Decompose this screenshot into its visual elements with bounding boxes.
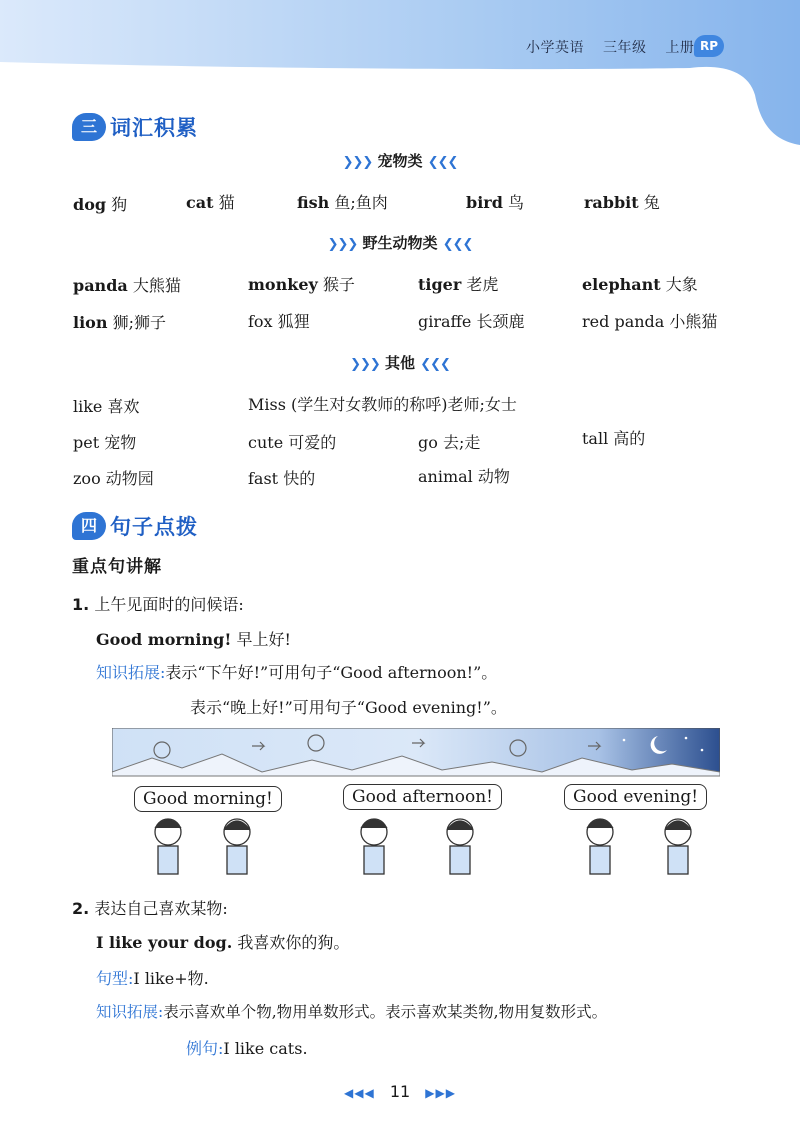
vocab-item: like 喜欢 [73, 397, 140, 416]
publisher-badge: RP [694, 35, 724, 57]
vocab-item: tiger 老虎 [418, 275, 499, 294]
vocab-item: tall 高的 [582, 429, 646, 448]
section-number-icon: 四 [72, 512, 106, 540]
vocab-item: giraffe 长颈鹿 [418, 312, 525, 331]
header-subject: 小学英语 [526, 40, 584, 56]
point-2-heading: 2. 表达自己喜欢某物: [72, 899, 228, 918]
arrow-right-icon: ❯❯❯ [350, 357, 380, 372]
group-heading-other: ❯❯❯ 其他 ❮❮❮ [350, 354, 450, 372]
speech-bubble: Good afternoon! [343, 784, 502, 810]
header-volume: 上册 [665, 40, 695, 56]
vocab-item: fast 快的 [248, 469, 316, 488]
vocab-item: animal 动物 [418, 467, 510, 486]
group-heading-pets: ❯❯❯ 宠物类 ❮❮❮ [342, 152, 458, 170]
arrow-right-icon: ❯❯❯ [342, 155, 373, 170]
vocab-item: cat 猫 [186, 193, 235, 212]
vocab-item: dog 狗 [73, 195, 128, 214]
key-sentence-subtitle: 重点句讲解 [72, 557, 162, 577]
point-2-extension: 知识拓展:表示喜欢单个物,物用单数形式。表示喜欢某类物,物用复数形式。 [96, 1003, 608, 1021]
arrow-right-icon: ❯❯❯ [327, 237, 358, 252]
arrow-left-icon: ❮❮❮ [442, 237, 473, 252]
vocab-section-heading [72, 110, 198, 144]
speech-bubble: Good evening! [564, 784, 707, 810]
vocab-item: rabbit 兔 [584, 193, 660, 212]
point-1-heading: 1. 上午见面时的问候语: [72, 595, 244, 614]
section-title: 句子点拨 [110, 515, 198, 539]
vocab-item: panda 大熊猫 [73, 276, 181, 295]
point-1-example: Good morning! 早上好! [96, 630, 291, 649]
sentence-section-heading [72, 509, 198, 543]
header-grade: 三年级 [602, 40, 647, 56]
header-info [526, 37, 708, 57]
vocab-item: red panda 小熊猫 [582, 312, 718, 331]
arrow-left-icon: ❮❮❮ [420, 357, 450, 372]
arrow-right-icon: ▶▶▶ [425, 1086, 456, 1100]
vocab-item: Miss (学生对女教师的称呼)老师;女士 [248, 395, 517, 414]
vocab-item: pet 宠物 [73, 433, 137, 452]
page-number: ◀◀◀ 11 ▶▶▶ [344, 1082, 456, 1101]
vocab-item: elephant 大象 [582, 275, 698, 294]
vocab-item: monkey 猴子 [248, 275, 355, 294]
point-2-example: I like your dog. 我喜欢你的狗。 [96, 933, 350, 952]
point-1-extension: 知识拓展:表示“下午好!”可用句子“Good afternoon!”。 [96, 663, 498, 682]
point-1-extension-2: 表示“晚上好!”可用句子“Good evening!”。 [190, 698, 507, 717]
section-title: 词汇积累 [110, 116, 198, 140]
vocab-item: go 去;走 [418, 433, 481, 452]
point-2-example-sentence: 例句:I like cats. [186, 1039, 308, 1058]
point-2-pattern: 句型:I like+物. [96, 969, 209, 988]
vocab-item: zoo 动物园 [73, 469, 154, 488]
group-heading-wild: ❯❯❯ 野生动物类 ❮❮❮ [327, 234, 473, 252]
arrow-left-icon: ❮❮❮ [427, 155, 458, 170]
vocab-item: cute 可爱的 [248, 433, 337, 452]
arrow-left-icon: ◀◀◀ [344, 1086, 375, 1100]
speech-bubble: Good morning! [134, 786, 282, 812]
vocab-item: lion 狮;狮子 [73, 313, 166, 332]
section-number-icon: 三 [72, 113, 106, 141]
vocab-item: fox 狐狸 [248, 312, 310, 331]
vocab-item: fish 鱼;鱼肉 [297, 193, 388, 212]
vocab-item: bird 鸟 [466, 193, 524, 212]
